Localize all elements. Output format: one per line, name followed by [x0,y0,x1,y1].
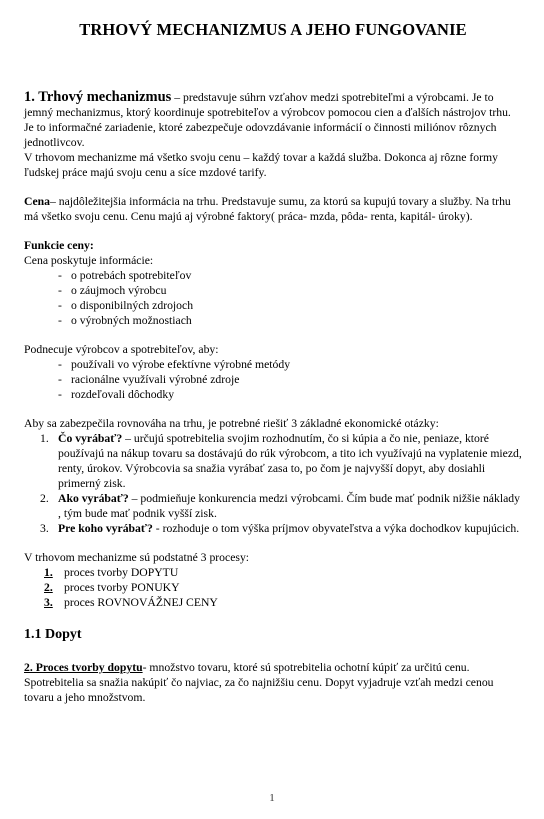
list-item: 3. Pre koho vyrábať? - rozhoduje o tom výška príjmov obyvateľstva a výka dochodkov kupujúcich. [40,522,520,535]
cena-text: – najdôležitejšia informácia na trhu. Predstavuje sumu, za ktorú sa kupujú tovary a služby. Na trhu má všetko svoju cenu. Cenu majú aj výrobné faktory( práca- mzda, pôda- renta, kapitál- úroky). [24,195,511,223]
cena-paragraph [24,194,522,224]
procesy-lead: V trhovom mechanizme sú podstatné 3 procesy: [24,551,250,564]
document-title: TRHOVÝ MECHANIZMUS A JEHO FUNGOVANIE [79,20,467,39]
list-item: - o výrobných možnostiach [58,313,522,328]
list-item: - o potrebách spotrebiteľov [58,268,522,283]
list-item: 1. Čo vyrábať? – určujú spotrebitelia svojim rozhodnutím, čo si kúpia a čo nie, peniaze, ktoré používajú na nákup tovaru sa dostávajú do rúk výrobcom, a tito ich využívajú na vyplatenie miezd, renty, úrokov. Výrobcovia sa snažia vyrábať zasa to, po čom je najvyšší dopyt, aby dosiahli primerný zisk. [40,432,522,490]
dopyt-heading: 1.1 Dopyt [24,627,82,642]
list-item: 2. proces tvorby PONUKY [44,581,180,594]
otazky-list [24,431,522,536]
funkcie-list [24,268,522,328]
podnecuje-lead: Podnecuje výrobcov a spotrebiteľov, aby: [24,343,219,356]
page-number: 1 [269,792,275,804]
question-label: Čo vyrábať? [58,432,123,445]
list-item: - racionálne využívali výrobné zdroje [58,372,522,387]
list-item: 3. proces ROVNOVÁŽNEJ CENY [44,596,218,609]
list-item: - o záujmoch výrobcu [58,283,522,298]
funkcie-lead: Cena poskytuje informácie: [24,254,154,267]
dopyt-text: - množstvo tovaru, ktoré sú spotrebitelia ochotní kúpiť za určitú cenu. Spotrebitelia sa snažia nakúpiť čo najviac, za čo najnižšiu cenu. Dopyt vyjadruje vzťah medzi cenou tovaru a jeho množstvom. [24,661,494,704]
cena-term: Cena [24,195,50,208]
section1-heading: 1. Trhový mechanizmus [24,89,172,105]
dopyt-term: 2. Proces tvorby dopytu [24,661,143,674]
section1-paragraph-2: V trhovom mechanizme má všetko svoju cenu – každý tovar a každá služba. Dokonca aj rôzne formy ľudskej práce majú svoju cenu a síce mzdové tarify. [24,151,498,179]
list-item: 2. Ako vyrábať? – podmieňuje konkurencia medzi výrobcami. Čím bude mať podnik nižšie náklady , tým bude mať podnik vyšší zisk. [40,492,520,520]
funkcie-heading: Funkcie ceny: [24,239,94,252]
list-item: - používali vo výrobe efektívne výrobné metódy [58,357,522,372]
procesy-list [24,565,522,610]
section1-intro: – predstavuje súhrn vzťahov medzi spotrebiteľmi a výrobcami. Je to jemný mechanizmus, ktorý koordinuje spotrebiteľov a výrobcov pomocou cien a ďalších nástrojov trhu. Je to informačné zariadenie, ktoré zabezpečuje odovzdávanie informácií o činnosti miliónov rôznych jednotlivcov. [24,91,511,149]
list-item: - o disponibilných zdrojoch [58,298,522,313]
section1-paragraph [24,90,522,150]
podnecuje-list [24,357,522,402]
dopyt-paragraph [24,660,522,705]
otazky-lead: Aby sa zabezpečila rovnováha na trhu, je potrebné riešiť 3 základné ekonomické otázky: [24,417,439,430]
question-label: Ako vyrábať? [58,492,129,505]
list-item: 1. proces tvorby DOPYTU [44,566,179,579]
question-label: Pre koho vyrábať? [58,522,153,535]
list-item: - rozdeľovali dôchodky [58,387,522,402]
